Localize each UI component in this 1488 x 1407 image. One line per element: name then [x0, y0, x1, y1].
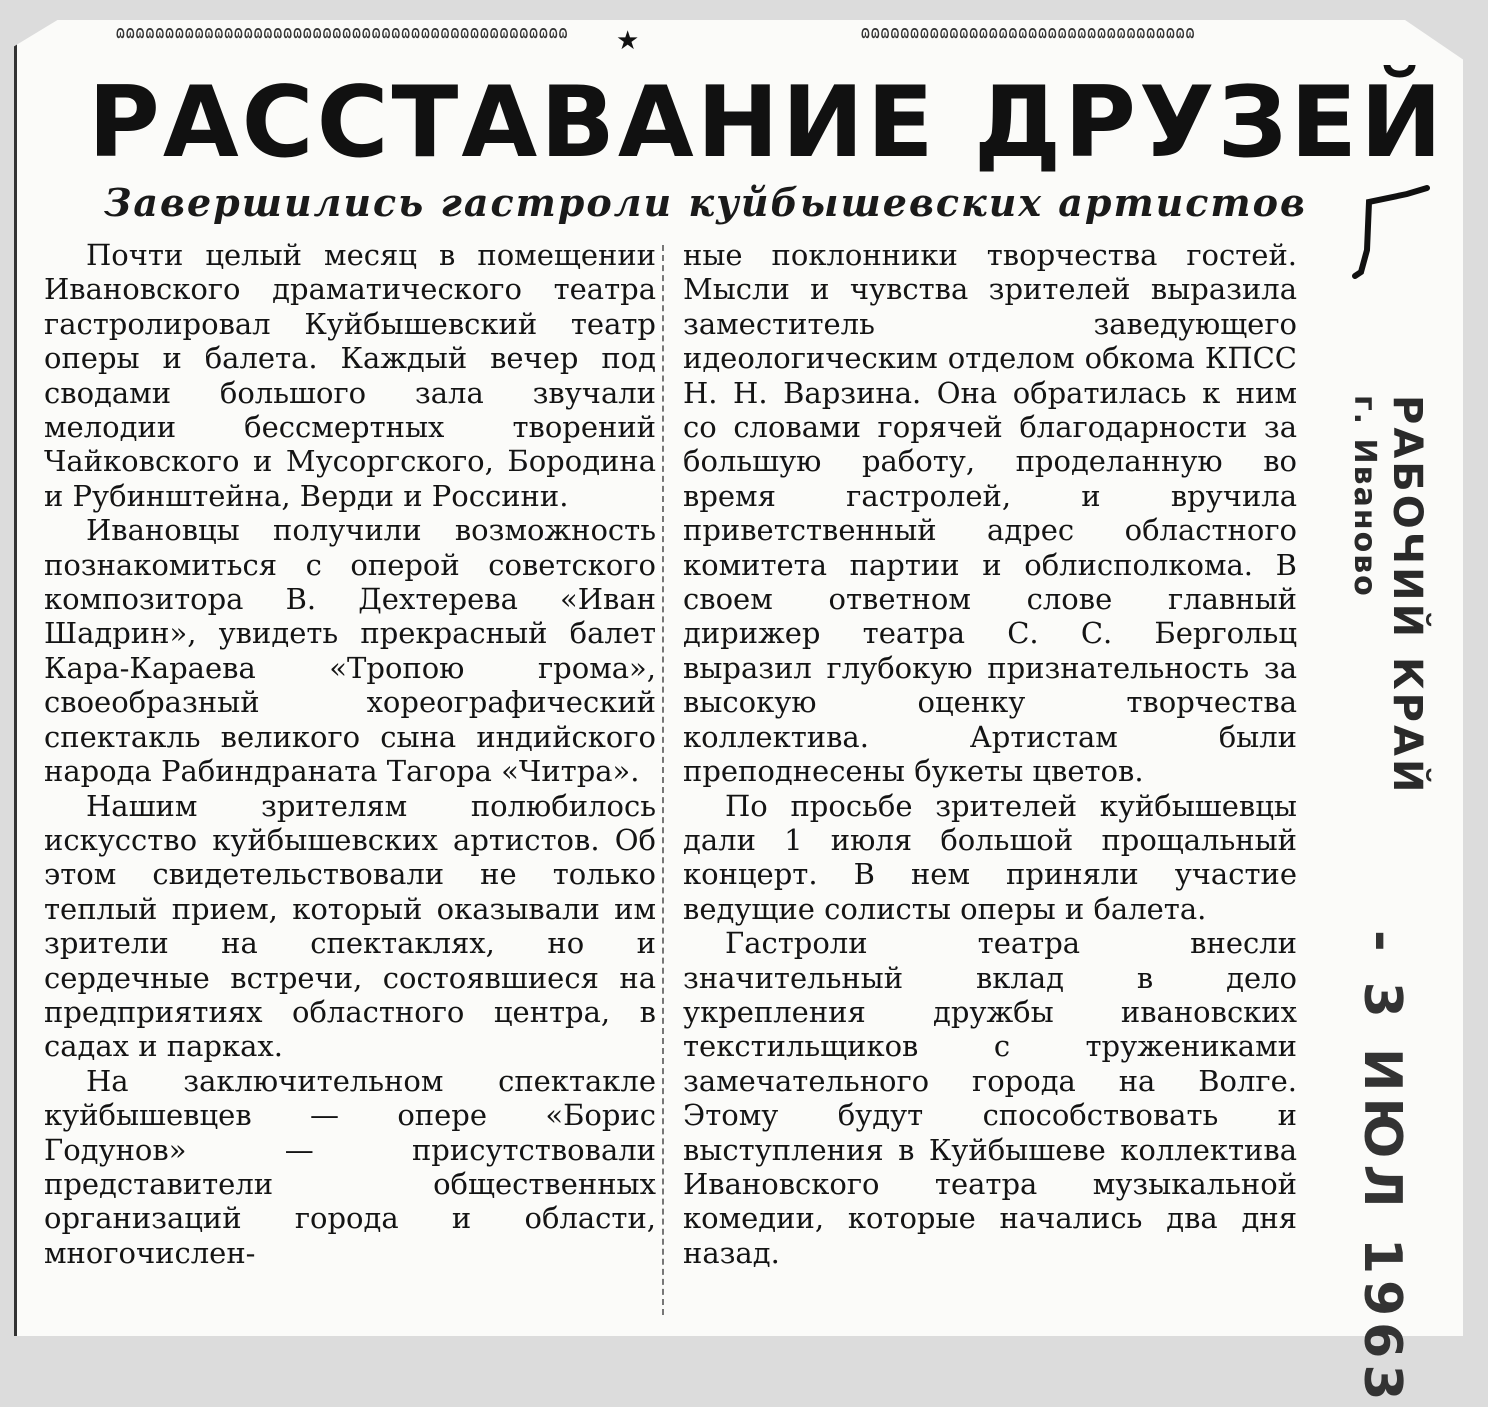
ornament-border-right: ɷɷɷɷɷɷɷɷɷɷɷɷɷɷɷɷɷɷɷɷɷɷɷɷɷɷɷɷɷɷɷɷɷɷ	[860, 22, 1195, 40]
paragraph: По просьбе зрителей куйбышевцы дали 1 июля большой прощальный концерт. В нем приняли участие ведущие солисты оперы и балета.	[683, 788, 1297, 926]
date-stamp	[1340, 930, 1430, 1407]
paragraph: Гастроли театра внесли значительный вклад в дело укрепления дружбы ивановских текстильщиков с тружениками замечательного города на Волге. Этому будут способствовать и выступления в Куйбышеве коллектива Ивановского театра музыкальной комедии, которые начались два дня назад.	[683, 926, 1297, 1270]
paragraph: Почти целый месяц в помещении Ивановского драматического театра гастролировал Куйбышевский театр оперы и балета. Каждый вечер под сводами большого зала звучали мелодии бессмертных творений Чайковского и Мусоргского, Бородина и Рубинштейна, Верди и Россини.	[44, 238, 656, 513]
subheadline: Завершились гастроли куйбышевских артистов	[104, 180, 1307, 225]
article-column-right	[683, 238, 1297, 1270]
stamp-city: г. Иваново	[1347, 395, 1382, 598]
paragraph: Нашим зрителям полюбилось искусство куйбышевских артистов. Об этом свидетельствовали не только теплый прием, который оказывали им зрители на спектаклях, но и сердечные встречи, состоявшиеся на предприятиях областного центра, в садах и парках.	[44, 788, 656, 1064]
stamp-publication: РАБОЧИЙ КРАЙ	[1384, 395, 1430, 796]
stamp-date: - 3 ИЮЛ 1963	[1352, 930, 1412, 1407]
ornament-border-left: ɷɷɷɷɷɷɷɷɷɷɷɷɷɷɷɷɷɷɷɷɷɷɷɷɷɷɷɷɷɷɷɷɷɷɷɷɷɷɷɷɷɷɷɷɷɷ	[115, 22, 568, 40]
column-divider	[662, 245, 664, 1315]
star-icon: ★	[616, 26, 640, 56]
paragraph: Ивановцы получили возможность познакомиться с оперой советского композитора В. Дехтерева «Иван Шадрин», увидеть прекрасный балет Кара-Караева «Тропою грома», своеобразный хореографический спектакль великого сына индийского народа Рабиндраната Тагора «Читра».	[44, 513, 656, 789]
headline: РАССТАВАНИЕ ДРУЗЕЙ	[88, 66, 1446, 180]
handwritten-mark	[1347, 180, 1431, 280]
article-column-left	[44, 238, 656, 1270]
paragraph: На заключительном спектакле куйбышевцев — опере «Борис Годунов» — присутствовали представители общественных организаций города и области, многочислен-	[44, 1063, 656, 1270]
paragraph: ные поклонники творчества гостей. Мысли и чувства зрителей выразила заместитель заведующего идеологическим отделом обкома КПСС Н. Н. Варзина. Она обратилась к ним со словами горячей благодарности за большую работу, проделанную во время гастролей, и вручила приветственный адрес областного комитета партии и облисполкома. В своем ответном слове главный дирижер театра С. С. Бергольц выразил глубокую признательность за высокую оценку творчества коллектива. Артистам были преподнесены букеты цветов.	[683, 238, 1297, 789]
